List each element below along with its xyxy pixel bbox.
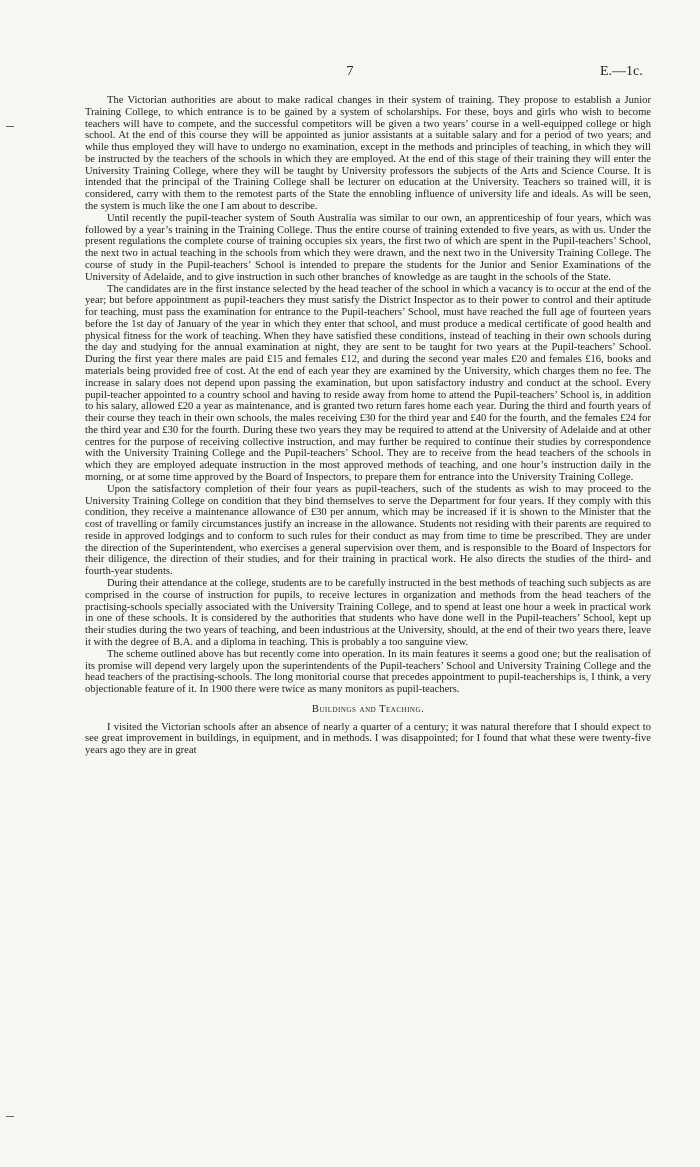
- body-text: [85, 95, 651, 757]
- paragraph: I visited the Victorian schools after an absence of nearly a quarter of a century; it was natural therefore that I should expect to see great improvement in buildings, in equipment, and in methods. I was disappointed; for I found that what these were twenty-five years ago they are in great: [85, 721, 651, 757]
- document-reference: E.—1c.: [600, 64, 643, 79]
- paragraph: Until recently the pupil-teacher system of South Australia was similar to our own, an apprenticeship of four years, which was followed by a year’s training in the Training College. Thus the entire course of training extended to five years, as with us. Under the present regulations the complete course of training occupies six years, the first two of which are spent in the Pupil-teachers’ School, the next two in actual teaching in the schools from which they were drawn, and the next two in the University Training College. The course of study in the Pupil-teachers’ School is intended to prepare the students for the Junior and Senior Examinations of the University of Adelaide, and to give instruction in such other branches of knowledge as are taught in the schools of the State.: [85, 212, 651, 283]
- paragraph: Upon the satisfactory completion of their four years as pupil-teachers, such of the students as wish to may proceed to the University Training College on condition that they bind themselves to serve the Department for four years. If they comply with this condition, they receive a maintenance allowance of £30 per annum, which may be increased if it is shown to the Minister that the cost of travelling or family circumstances justify an increase in the allowance. Students not residing with their parents are required to reside in approved lodgings and to conform to such rules for their conduct as may from time to time be prescribed. They are under the direction of the Superintendent, who exercises a general supervision over them, and is responsible to the Board of Inspectors for their diligence, the direction of their studies, and for their training in practical work. He also directs the studies of the third- and fourth-year students.: [85, 483, 651, 578]
- section-heading: Buildings and Teaching.: [311, 703, 425, 715]
- paragraph: The candidates are in the first instance selected by the head teacher of the school in which a vacancy is to occur at the end of the year; but before appointment as pupil-teachers they must satisfy the District Inspector as to their power to control and their aptitude for teaching, must pass the examination for entrance to the Pupil-teachers’ School, must have reached the full age of fourteen years before the 1st day of January of the year in which they enter that school, and must produce a medical certificate of good health and physical fitness for the work of teaching. When they have satisfied these conditions, instead of teaching in their own schools during the day and studying for the annual examination at night, they are sent to be taught for two years at the Pupil-teachers’ School. During the first year there males are paid £15 and females £12, and during the second year males £20 and females £16, books and materials being provided free of cost. At the end of each year they are examined by the University, which charges them no fee. The increase in salary does not depend upon passing the examination, but upon satisfactory industry and conduct at the school. Every pupil-teacher appointed to a country school and having to reside away from home to attend the Pupil-teachers’ School is, in addition to his salary, allowed £20 a year as maintenance, and is granted two return fares home each year. During the third and fourth years of their course they teach in their own schools, the males receiving £30 for the third year and £40 for the fourth, and the females £24 for the third year and £30 for the fourth. During these two years they may be required to attend at the University of Adelaide and at other centres for the purpose of receiving collective instruction, and may further be required to continue their studies by correspondence with the University Training College and the Pupil-teachers’ School. They are to receive from the head teachers of the schools in which they are employed adequate instruction in the most approved methods of teaching, and one hour’s instruction daily in the morning, or at some time approved by the Board of Inspectors, to prepare them for entrance into the University Training College.: [85, 283, 651, 483]
- paragraph: The scheme outlined above has but recently come into operation. In its main features it seems a good one; but the realisation of its promise will depend very largely upon the superintendents of the Pupil-teachers’ School and University Training College and the head teachers of the practising-schools. The long monitorial course that precedes appointment to pupil-teacherships is, I think, a very objectionable feature of it. In 1900 there were twice as many monitors as pupil-teachers.: [85, 648, 651, 696]
- paragraph: The Victorian authorities are about to make radical changes in their system of training. They propose to establish a Junior Training College, to which entrance is to be gained by a system of scholarships. For these, boys and girls who wish to become teachers will have to compete, and the successful competitors will be given a two years’ course in a well-equipped college or high school. At the end of this course they will be appointed as junior assistants at a suitable salary and for a period of two years; and while thus employed they will have to undergo no examination, except in the methods and principles of teaching, in which they will be instructed by the teachers of the schools in which they are employed. At the end of this stage of their training they will enter the University Training College, where they will be taught by University professors the subjects of the Arts and Science Course. It is intended that the principal of the Training College shall be lecturer on education at the University. Teachers so trained will, it is considered, carry with them to the remotest parts of the State the ennobling influence of university life and ideals. As will be seen, the system is much like the one I am about to describe.: [85, 95, 651, 213]
- page-number: 7: [346, 64, 354, 79]
- margin-mark: [6, 1116, 14, 1117]
- paragraph: During their attendance at the college, students are to be carefully instructed in the best methods of teaching such subjects as are comprised in the course of instruction for pupils, to receive lectures in organization and methods from the head teachers of the practising-schools specially associated with the University Training College, and to spend at least one hour a week in practical work in one of these schools. It is considered by the authorities that students who have done well in the Pupil-teachers’ School, kept up their studies during the two years of teaching, and been industrious at the University, should, at the end of their two years there, leave it with the degree of B.A. and a diploma in teaching. This is probably a too sanguine view.: [85, 578, 651, 648]
- margin-mark: [6, 126, 14, 127]
